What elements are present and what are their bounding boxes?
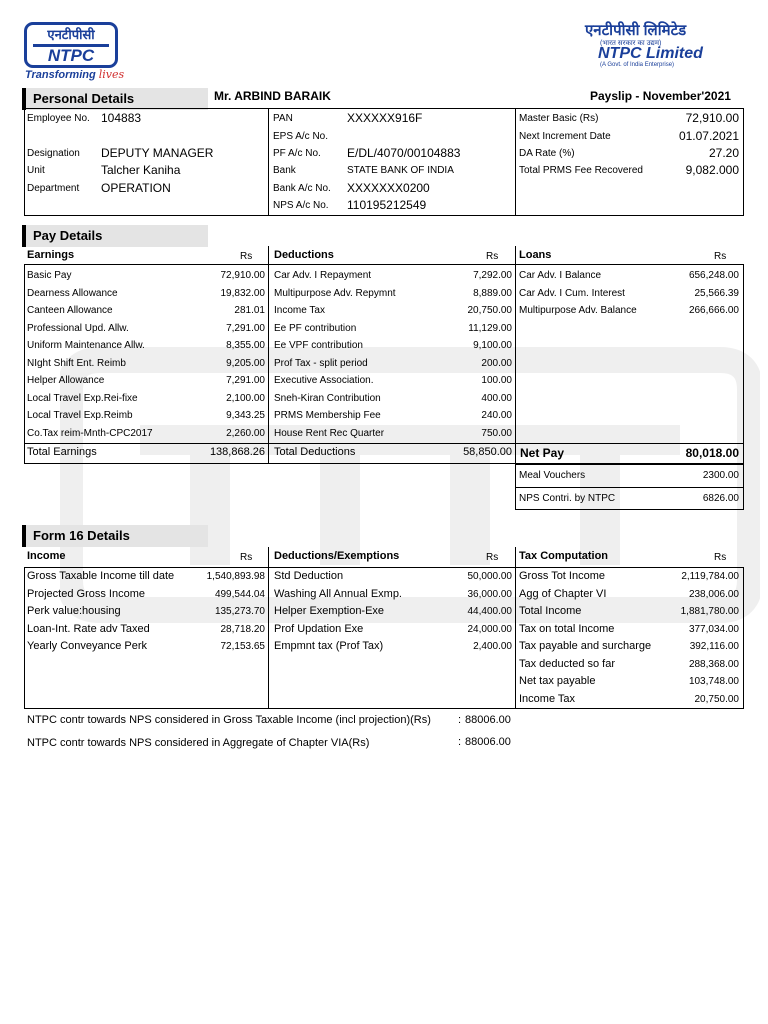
bank-label: Bank — [273, 165, 296, 176]
pf-label: PF A/c No. — [273, 148, 321, 159]
deduction-item-label: Income Tax — [274, 305, 325, 316]
earning-item-label: Helper Allowance — [27, 375, 105, 386]
income-title: Income — [27, 550, 66, 562]
deduction-item-value: 20,750.00 — [467, 305, 512, 316]
loans-currency: Rs — [714, 251, 727, 262]
loan-item-label: Multipurpose Adv. Balance — [519, 305, 637, 316]
pf-value: E/DL/4070/00104883 — [347, 146, 461, 160]
f16-deduction-item-value: 44,400.00 — [467, 606, 512, 617]
f16-deduction-item-value: 50,000.00 — [467, 571, 512, 582]
unit-label: Unit — [27, 165, 45, 176]
deduction-item-label: House Rent Rec Quarter — [274, 427, 385, 439]
f16-income-item-value: 135,273.70 — [214, 606, 265, 617]
earning-item-value: 72,910.00 — [220, 270, 265, 281]
ded-exemptions-title: Deductions/Exemptions — [274, 550, 400, 562]
earning-item-value: 2,100.00 — [226, 392, 265, 404]
deduction-item-label: Multipurpose Adv. Repymnt — [274, 287, 396, 299]
tax-computation-title: Tax Computation — [519, 550, 609, 562]
earning-item-label: Dearness Allowance — [27, 287, 118, 299]
bank-acc-value: XXXXXXX0200 — [347, 181, 430, 195]
deduction-item-value: 7,292.00 — [473, 270, 512, 281]
next-increment-value: 01.07.2021 — [678, 129, 739, 143]
earning-item-label: Canteen Allowance — [27, 305, 113, 316]
total-earnings-label: Total Earnings — [27, 446, 97, 458]
ntpc-logo-hindi: एनटीपीसी — [47, 27, 95, 42]
tagline-script: lives — [98, 68, 125, 81]
f16-tax-item-label: Net tax payable — [519, 675, 596, 687]
f16-tax-item-label: Tax payable and surcharge — [519, 640, 652, 652]
f16-tax-item-value: 1,881,780.00 — [680, 606, 739, 617]
loan-item-label: Car Adv. I Cum. Interest — [519, 287, 625, 299]
bank-acc-label: Bank A/c No. — [273, 183, 331, 194]
unit-value: Talcher Kaniha — [101, 163, 181, 177]
earning-item-value: 2,260.00 — [226, 427, 265, 439]
loans-title: Loans — [519, 249, 552, 261]
f16-deduction-item-value: 36,000.00 — [467, 588, 512, 600]
bank-value: STATE BANK OF INDIA — [347, 165, 454, 176]
f16-tax-item-label: Total Income — [519, 605, 582, 617]
deduction-item-label: Ee PF contribution — [274, 322, 357, 334]
earning-item-value: 281.01 — [234, 305, 265, 316]
f16-deduction-item-label: Helper Exemption-Exe — [274, 605, 385, 617]
earning-item-value: 7,291.00 — [226, 322, 265, 334]
next-increment-label: Next Increment Date — [519, 131, 611, 142]
tagline — [25, 68, 124, 81]
f16-tax-item-label: Agg of Chapter VI — [519, 587, 607, 600]
employee-no-value: 104883 — [101, 111, 142, 125]
f16-income-item-value: 28,718.20 — [220, 623, 265, 635]
earning-item-label: Local Travel Exp.Rei-fixe — [27, 392, 138, 404]
employee-name: Mr. ARBIND BARAIK — [214, 89, 331, 103]
f16-tax-item-value: 377,034.00 — [688, 623, 739, 635]
f16-income-item-label: Loan-Int. Rate adv Taxed — [27, 622, 150, 635]
ntpc-logo-english: NTPC — [47, 46, 95, 65]
personal-details-header: Personal Details — [22, 88, 208, 110]
deduction-item-value: 400.00 — [481, 392, 512, 404]
net-pay-label: Net Pay — [520, 446, 565, 460]
company-name: NTPC Limited — [598, 45, 703, 62]
earning-item-label: Professional Upd. Allw. — [27, 322, 129, 334]
earning-item-label: Uniform Maintenance Allw. — [27, 340, 145, 351]
f16-deduction-item-value: 2,400.00 — [473, 641, 512, 652]
pay-details-header: Pay Details — [22, 225, 208, 247]
payslip-title: Payslip - November'2021 — [590, 89, 731, 103]
nps-note-1-value: 88006.00 — [465, 714, 511, 726]
loan-item-value: 656,248.00 — [688, 270, 739, 281]
loan-item-label: Car Adv. I Balance — [519, 270, 602, 281]
company-name-hindi: एनटीपीसी लिमिटेड — [585, 22, 687, 39]
earning-item-value: 8,355.00 — [226, 340, 265, 351]
deduction-item-label: PRMS Membership Fee — [274, 410, 381, 421]
loan-item-value: 25,566.39 — [694, 287, 739, 299]
meal-vouchers-label: Meal Vouchers — [519, 470, 586, 481]
f16-tax-item-label: Income Tax — [519, 692, 576, 705]
deduction-item-label: Prof Tax - split period — [274, 357, 368, 369]
f16-tax-item-label: Gross Tot Income — [519, 570, 605, 582]
earning-item-label: Local Travel Exp.Reimb — [27, 410, 133, 421]
master-basic-value: 72,910.00 — [685, 111, 739, 125]
da-rate-label: DA Rate (%) — [519, 148, 575, 159]
ded-exemptions-currency: Rs — [486, 552, 499, 563]
income-currency: Rs — [240, 552, 253, 563]
deduction-item-value: 750.00 — [481, 427, 512, 439]
f16-tax-item-value: 288,368.00 — [688, 658, 739, 670]
deduction-item-label: Executive Association. — [274, 375, 374, 386]
nps-contri-value: 6826.00 — [702, 493, 739, 504]
company-sub: (A Govt. of India Enterprise) — [600, 62, 675, 68]
prms-fee-value: 9,082.000 — [685, 163, 739, 177]
f16-tax-item-value: 103,748.00 — [688, 676, 739, 687]
earning-item-value: 9,343.25 — [226, 410, 265, 421]
pan-label: PAN — [273, 113, 293, 124]
nps-acc-label: NPS A/c No. — [273, 200, 329, 211]
master-basic-label: Master Basic (Rs) — [519, 113, 599, 124]
f16-income-item-label: Perk value:housing — [27, 605, 121, 617]
loan-item-value: 266,666.00 — [688, 305, 739, 316]
earning-item-value: 9,205.00 — [226, 357, 265, 369]
f16-tax-item-value: 20,750.00 — [694, 693, 739, 705]
f16-income-item-label: Gross Taxable Income till date — [27, 570, 175, 582]
f16-deduction-item-label: Empmnt tax (Prof Tax) — [274, 640, 384, 652]
f16-tax-item-value: 2,119,784.00 — [681, 571, 739, 582]
nps-note-1-label: NTPC contr towards NPS considered in Gross Taxable Income (incl projection)(Rs) — [27, 714, 431, 726]
deduction-item-value: 9,100.00 — [473, 340, 512, 351]
pan-value: XXXXXX916F — [347, 111, 423, 125]
deduction-item-value: 100.00 — [481, 375, 512, 386]
f16-deduction-item-label: Std Deduction — [274, 570, 344, 582]
total-deductions-label: Total Deductions — [274, 446, 356, 458]
nps-acc-value: 110195212549 — [347, 198, 427, 212]
department-value: OPERATION — [101, 181, 171, 195]
f16-deduction-item-label: Prof Updation Exe — [274, 622, 364, 635]
nps-note-1-colon: : — [458, 714, 462, 726]
total-earnings-value: 138,868.26 — [209, 446, 265, 458]
company-sub-hindi: (भारत सरकार का उद्यम) — [600, 40, 662, 47]
earning-item-label: Basic Pay — [27, 270, 72, 281]
deduction-item-label: Ee VPF contribution — [274, 340, 363, 351]
f16-income-item-value: 72,153.65 — [220, 641, 265, 652]
da-rate-value: 27.20 — [708, 146, 739, 160]
nps-note-2-label: NTPC contr towards NPS considered in Aggregate of Chapter VIA(Rs) — [27, 737, 370, 749]
earning-item-label: Co.Tax reim-Mnth-CPC2017 — [27, 427, 153, 439]
f16-income-item-value: 499,544.04 — [214, 588, 265, 600]
nps-note-2-value: 88006.00 — [465, 736, 511, 748]
earnings-currency: Rs — [240, 251, 253, 262]
ntpc-logo — [24, 22, 118, 68]
tax-computation-currency: Rs — [714, 552, 727, 563]
deductions-title: Deductions — [274, 249, 334, 261]
f16-tax-item-label: Tax on total Income — [519, 622, 615, 635]
tagline-text: Transforming — [25, 69, 96, 81]
nps-contri-label: NPS Contri. by NTPC — [519, 493, 616, 504]
deduction-item-value: 200.00 — [481, 357, 512, 369]
earning-item-label: NIght Shift Ent. Reimb — [27, 357, 126, 369]
deduction-item-label: Sneh-Kiran Contribution — [274, 392, 381, 404]
deduction-item-value: 240.00 — [481, 410, 512, 421]
total-deductions-value: 58,850.00 — [463, 446, 512, 458]
f16-income-item-label: Projected Gross Income — [27, 587, 145, 600]
form16-header: Form 16 Details — [22, 525, 208, 547]
prms-fee-label: Total PRMS Fee Recovered — [519, 165, 643, 176]
designation-label: Designation — [27, 148, 80, 159]
designation-value: DEPUTY MANAGER — [101, 146, 214, 160]
f16-tax-item-label: Tax deducted so far — [519, 657, 616, 670]
earning-item-value: 19,832.00 — [220, 287, 265, 299]
meal-vouchers-value: 2300.00 — [702, 470, 739, 481]
deduction-item-value: 8,889.00 — [473, 287, 512, 299]
earnings-title: Earnings — [27, 249, 75, 261]
employee-no-label: Employee No. — [27, 113, 90, 124]
deduction-item-label: Car Adv. I Repayment — [274, 270, 372, 281]
net-pay-value: 80,018.00 — [685, 446, 739, 460]
deduction-item-value: 11,129.00 — [468, 322, 512, 334]
f16-tax-item-value: 238,006.00 — [688, 588, 739, 600]
earning-item-value: 7,291.00 — [226, 375, 265, 386]
nps-note-2-colon: : — [458, 736, 462, 748]
eps-label: EPS A/c No. — [273, 131, 329, 142]
f16-tax-item-value: 392,116.00 — [689, 641, 739, 652]
deductions-currency: Rs — [486, 251, 499, 262]
department-label: Department — [27, 183, 80, 194]
f16-deduction-item-value: 24,000.00 — [467, 623, 512, 635]
f16-deduction-item-label: Washing All Annual Exmp. — [274, 587, 402, 600]
f16-income-item-value: 1,540,893.98 — [206, 571, 265, 582]
f16-income-item-label: Yearly Conveyance Perk — [27, 640, 148, 652]
